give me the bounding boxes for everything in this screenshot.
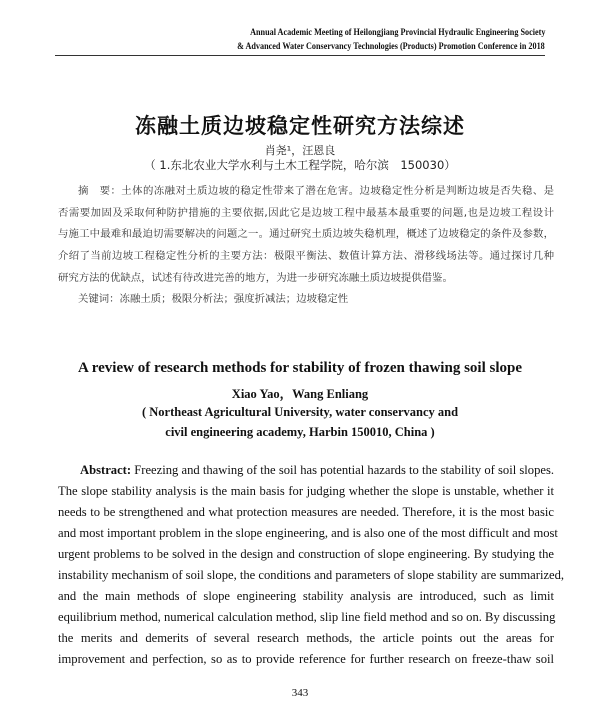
english-authors: Xiao Yao，Wang Enliang <box>231 387 369 401</box>
chinese-abstract-line: 摘 要：土体的冻融对土质边坡的稳定性带来了潜在危害。边坡稳定性分析是判断边坡是否失稳、是 <box>78 185 554 197</box>
english-abstract-line: and most important problem in the slope engineering, and is also one of the most difficult and most <box>58 526 558 540</box>
english-affiliation-line2: civil engineering academy, Harbin 150010, China ) <box>165 425 435 439</box>
english-abstract-line: The slope stability analysis is the main basis for judging whether the slope is unstable, whether it <box>58 484 554 498</box>
page-number: 343 <box>291 687 309 699</box>
chinese-affiliation: （ 1.东北农业大学水利与土木工程学院，哈尔滨 150030） <box>144 158 456 172</box>
english-abstract-line: equilibrium method, numerical calculation method, slip line field method and so on. By discussing <box>58 610 556 624</box>
abstract-text: Freezing and thawing of the soil has potential hazards to the stability of soil slopes. <box>134 463 555 477</box>
english-abstract-line: urgent problems to be solved in the design and construction of slope engineering. By studying the <box>58 547 554 561</box>
chinese-title: 冻融土质边坡稳定性研究方法综述 <box>135 113 465 138</box>
chinese-abstract-line: 与施工中最难和最迫切需要解决的问题之一。通过研究土质边坡失稳机理，概述了边坡稳定的条件及参数， <box>58 228 554 240</box>
chinese-keywords: 关键词：冻融土质；极限分析法；强度折减法；边坡稳定性 <box>78 293 349 305</box>
english-abstract-line: and the main methods of slope engineering stability analysis are introduced, such as limit <box>58 589 554 603</box>
english-abstract-line: the merits and demerits of several research methods, the article points out the areas for <box>58 631 554 645</box>
english-abstract-line: instability mechanism of soil slope, the conditions and parameters of slope stability are summarized, <box>58 568 565 582</box>
header-rule <box>55 55 545 56</box>
chinese-authors: 肖尧¹，汪恩良 <box>264 144 336 157</box>
running-header-line2: & Advanced Water Conservancy Technologies (Products) Promotion Conference in 2018 <box>237 42 545 52</box>
running-header-line1: Annual Academic Meeting of Heilongjiang Provincial Hydraulic Engineering Society <box>249 28 545 38</box>
english-affiliation-line1: ( Northeast Agricultural University, water conservancy and <box>141 405 459 419</box>
english-abstract-line <box>80 462 554 478</box>
abstract-label: Abstract: <box>80 463 132 477</box>
english-abstract-line: needs to be strengthened and what protection measures are needed. Therefore, it is the most basic <box>58 505 554 519</box>
chinese-abstract-line: 否需要加固及采取何种防护措施的主要依据,因此它是边坡工程中最基本最重要的问题,也是边坡工程设计 <box>58 207 554 219</box>
english-title: A review of research methods for stability of frozen thawing soil slope <box>78 360 522 376</box>
chinese-abstract-line: 介绍了当前边坡工程稳定性分析的主要方法：极限平衡法、数值计算方法、滑移线场法等。通过探讨几种 <box>58 250 554 262</box>
english-abstract-line: improvement and perfection, so as to provide reference for further research on freeze-thaw soil <box>58 652 554 666</box>
chinese-abstract-line: 研究方法的优缺点，试述有待改进完善的地方，为进一步研究冻融土质边坡提供借鉴。 <box>58 272 453 284</box>
